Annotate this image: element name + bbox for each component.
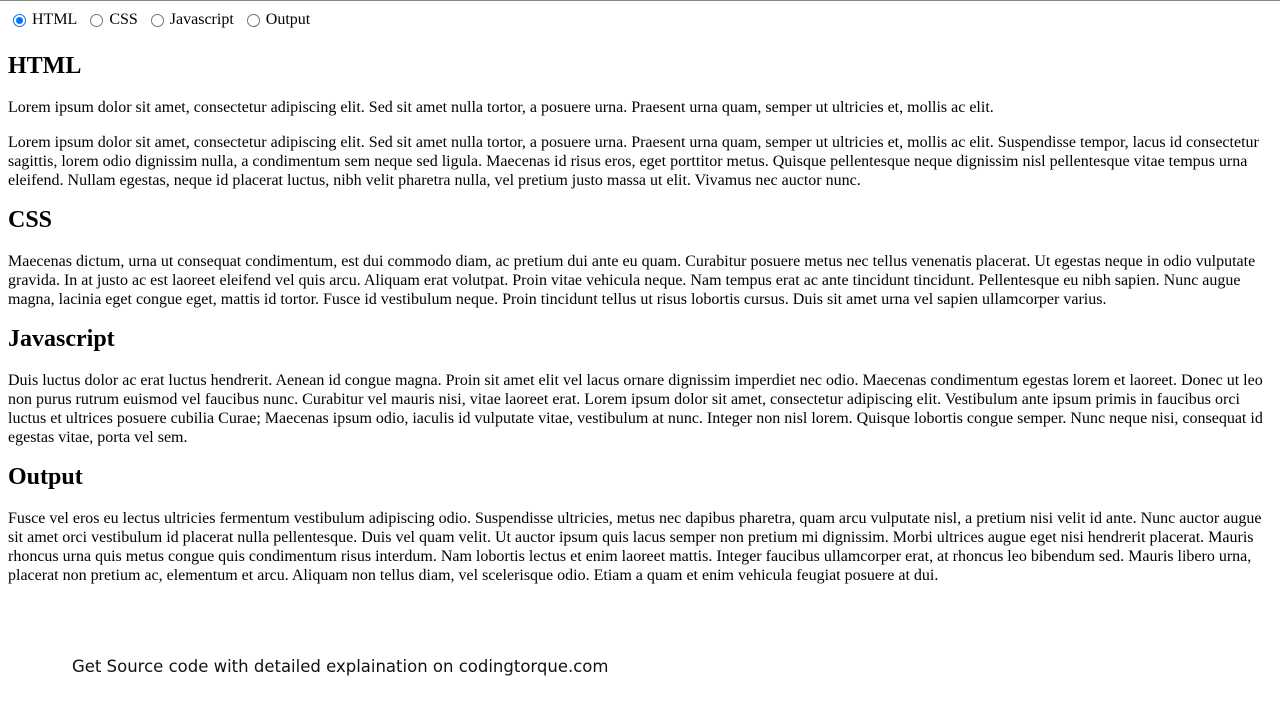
section-output-paragraph: Fusce vel eros eu lectus ultricies fermentum vestibulum adipiscing odio. Suspendisse ultricies, metus nec dapibus pharetra, quam arcu vulputate nisl, a pretium nisi velit id ante. Nunc auctor augue sit amet orci vestibulum id placerat nulla pellentesque. Duis vel quam velit. Ut auctor ipsum quis lacus semper non pretium mi dignissim. Morbi ultrices augue eget nisi hendrerit placerat. Mauris rhoncus urna quis metus congue quis condimentum risus interdum. Nam lobortis lectus et enim laoreet mattis. Integer faucibus ullamcorper erat, at rhoncus leo bibendum sed. Mauris libero urna, placerat non pretium ac, elementum et arcu. Aliquam non tellus diam, vel scelerisque odio. Etiam a quam et enim vehicula feugiat posuere at dui. <box>8 510 1262 584</box>
tab-css-label: CSS <box>109 11 138 28</box>
tab-output-label: Output <box>265 11 311 28</box>
tab-html[interactable] <box>8 11 77 29</box>
content-panel <box>8 36 1280 636</box>
radio-output[interactable] <box>247 14 260 27</box>
tab-html-label: HTML <box>32 11 78 28</box>
source-code-note: Get Source code with detailed explaination on codingtorque.com <box>72 657 609 676</box>
radio-css[interactable] <box>90 14 103 27</box>
section-css <box>8 206 1280 309</box>
section-html-title: HTML <box>8 53 82 79</box>
radio-javascript[interactable] <box>151 14 164 27</box>
tab-javascript-label: Javascript <box>169 11 234 28</box>
section-html-paragraph-2: Lorem ipsum dolor sit amet, consectetur adipiscing elit. Sed sit amet nulla tortor, a posuere urna. Praesent urna quam, semper ut ultricies et, mollis ac elit. Suspendisse tempor, lacus id consectetur sagittis, lorem odio dignissim nulla, a condimentum sem neque sed ligula. Maecenas id risus eros, eget porttitor metus. Quisque pellentesque neque dignissim nisl pellentesque vitae tempus urna eleifend. Nullam egestas, neque id placerat luctus, nibh velit pharetra nulla, vel pretium justo massa ut elit. Vivamus nec auctor nunc. <box>8 134 1259 189</box>
section-output <box>8 463 1280 585</box>
radio-html[interactable] <box>13 14 26 27</box>
tab-javascript[interactable] <box>146 11 234 29</box>
section-html <box>8 52 1280 190</box>
section-html-paragraph-1: Lorem ipsum dolor sit amet, consectetur adipiscing elit. Sed sit amet nulla tortor, a posuere urna. Praesent urna quam, semper ut ultricies et, mollis ac elit. <box>8 99 994 116</box>
section-output-title: Output <box>8 464 83 490</box>
section-javascript-paragraph: Duis luctus dolor ac erat luctus hendrerit. Aenean id congue magna. Proin sit amet elit vel lacus ornare dignissim imperdiet nec odio. Maecenas condimentum egestas lorem et laoreet. Donec ut leo non purus rutrum euismod vel faucibus nunc. Curabitur vel mauris nisi, vitae laoreet erat. Lorem ipsum dolor sit amet, consectetur adipiscing elit. Vestibulum ante ipsum primis in faucibus orci luctus et ultrices posuere cubilia Curae; Maecenas ipsum odio, iaculis id vulputate vitae, vestibulum at nunc. Integer non nisl lorem. Quisque lobortis congue semper. Nunc neque nisi, consequat id egestas vitae, porta vel sem. <box>8 372 1263 446</box>
section-css-title: CSS <box>8 207 53 233</box>
section-javascript-title: Javascript <box>8 326 115 352</box>
tab-output[interactable] <box>242 11 310 29</box>
section-javascript <box>8 325 1280 447</box>
tab-radio-group <box>8 8 318 32</box>
top-border-line <box>0 0 1280 1</box>
section-css-paragraph: Maecenas dictum, urna ut consequat condimentum, est dui commodo diam, ac pretium dui ante eu quam. Curabitur posuere metus nec tellus venenatis placerat. Ut egestas neque in odio vulputate gravida. In at justo ac est laoreet eleifend vel quis arcu. Aliquam erat volutpat. Proin vitae vehicula neque. Nam tempus erat ac ante tincidunt tincidunt. Pellentesque eu nibh sapien. Nunc augue magna, lacinia eget congue eget, mattis id tortor. Fusce id vestibulum neque. Proin tincidunt tellus ut risus lobortis cursus. Duis sit amet urna vel sapien ullamcorper varius. <box>8 253 1256 308</box>
tab-css[interactable] <box>85 11 137 29</box>
